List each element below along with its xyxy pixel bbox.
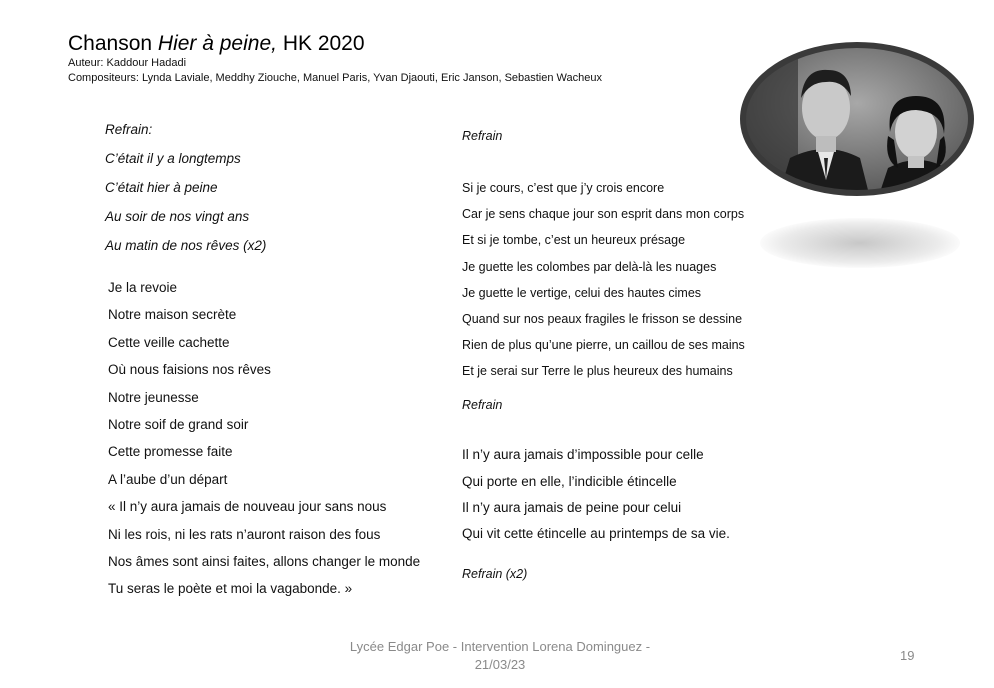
photo-shadow xyxy=(760,218,960,268)
slide-footer xyxy=(320,638,680,674)
refrain-marker: Refrain xyxy=(462,398,503,413)
lyric-line: Si je cours, c’est que j’y crois encore xyxy=(462,181,665,195)
lyric-line: Au matin de nos rêves (x2) xyxy=(105,238,267,253)
lyric-line: Cette veille cachette xyxy=(108,334,230,350)
page-number: 19 xyxy=(900,648,915,663)
lyric-line: C’était il y a longtemps xyxy=(105,151,241,166)
portrait-image xyxy=(738,40,976,198)
lyric-line: « Il n’y aura jamais de nouveau jour sans nous xyxy=(108,499,387,515)
lyric-line: Quand sur nos peaux fragiles le frisson se dessine xyxy=(462,311,743,326)
couple-portrait-photo xyxy=(738,40,976,198)
footer-line: Lycée Edgar Poe - Intervention Lorena Dominguez - xyxy=(349,639,651,654)
lyric-line: Tu seras le poète et moi la vagabonde. » xyxy=(108,581,353,597)
slide-title: Chanson Hier à peine, HK 2020 xyxy=(68,32,365,55)
lyric-line: Où nous faisions nos rêves xyxy=(108,362,271,378)
slide-header xyxy=(68,32,602,86)
lyric-line: Et je serai sur Terre le plus heureux des humains xyxy=(462,364,733,379)
lyric-line: Il n’y aura jamais de peine pour celui xyxy=(462,499,682,515)
lyric-line: Je guette le vertige, celui des hautes cimes xyxy=(462,285,702,300)
lyric-line: Je guette les colombes par delà-là les nuages xyxy=(462,259,717,274)
lyric-line: Notre maison secrète xyxy=(108,307,237,323)
left-refrain-block xyxy=(105,120,266,265)
composers-line: Compositeurs: Lynda Laviale, Meddhy Ziouche, Manuel Paris, Yvan Djaouti, Eric Janson, Sebastien Wacheux xyxy=(68,72,602,84)
lyric-line: Je la revoie xyxy=(108,280,178,295)
lyric-line: Au soir de nos vingt ans xyxy=(105,209,250,224)
refrain-marker: Refrain xyxy=(462,129,503,143)
lyric-line: Qui porte en elle, l’indicible étincelle xyxy=(462,473,677,489)
lyric-line: Notre jeunesse xyxy=(108,389,199,405)
lyric-line: Rien de plus qu’une pierre, un caillou de ses mains xyxy=(462,338,745,353)
lyric-line: Il n’y aura jamais d’impossible pour celle xyxy=(462,447,704,463)
lyric-line: Cette promesse faite xyxy=(108,444,233,460)
author-line: Auteur: Kaddour Hadadi xyxy=(68,57,187,69)
lyric-line: C’était hier à peine xyxy=(105,180,218,195)
refrain-marker: Refrain (x2) xyxy=(462,566,528,581)
lyric-line: Qui vit cette étincelle au printemps de sa vie. xyxy=(462,525,730,541)
lyric-line: Nos âmes sont ainsi faites, allons changer le monde xyxy=(108,553,421,569)
lyric-line: Ni les rois, ni les rats n’auront raison des fous xyxy=(108,526,381,542)
right-lyrics-column xyxy=(462,126,745,584)
lyric-line: Et si je tombe, c’est un heureux présage xyxy=(462,233,686,248)
lyric-line: Refrain: xyxy=(105,122,153,137)
lyric-line: A l’aube d’un départ xyxy=(108,471,228,487)
lyric-line: Notre soif de grand soir xyxy=(108,416,249,432)
left-verse-block xyxy=(108,278,420,607)
footer-date: 21/03/23 xyxy=(474,657,526,672)
lyric-line: Car je sens chaque jour son esprit dans mon corps xyxy=(462,207,745,222)
